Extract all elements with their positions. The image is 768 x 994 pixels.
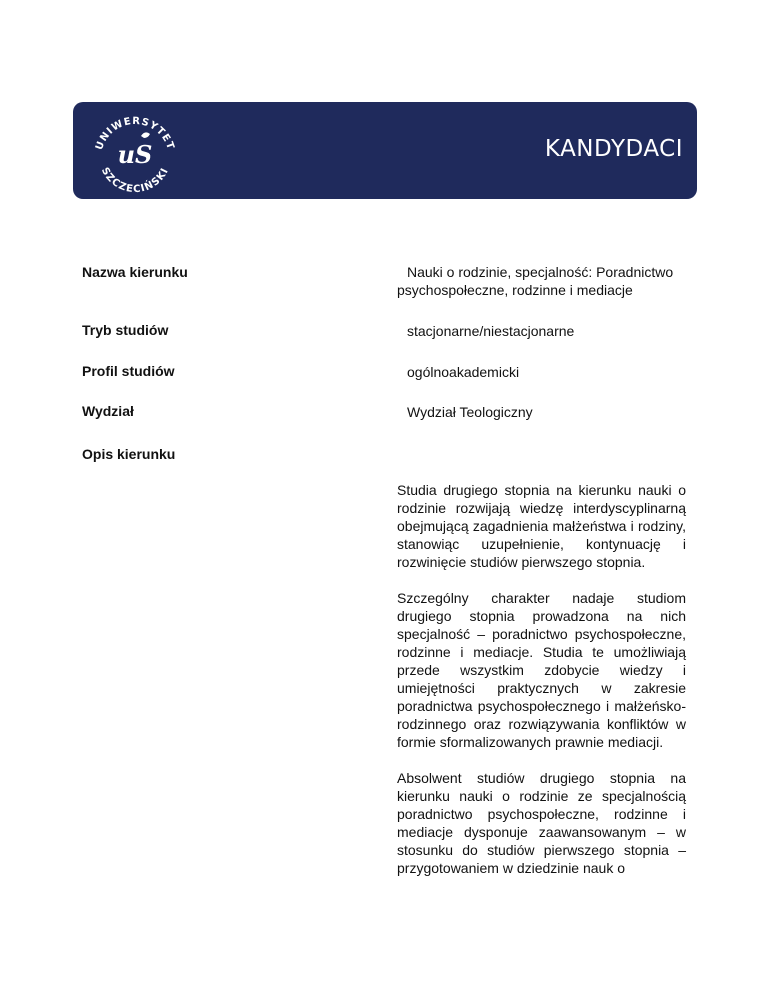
label-wydzial: Wydział (82, 403, 134, 419)
griffin-head-icon (141, 132, 150, 138)
label-opis-kierunku: Opis kierunku (82, 446, 176, 462)
logo-mark: uS (117, 140, 153, 169)
logo-bottom-text: SZCZECIŃSKI (98, 165, 172, 196)
svg-text:SZCZECIŃSKI (99, 166, 171, 195)
label-tryb-studiow: Tryb studiów (82, 322, 169, 338)
description-paragraph: Szczególny charakter nadaje studiom drugiego stopnia prowadzona na nich specjalność – poradnictwo psychospołeczne, rodzinne i mediacje. Studia te umożliwiają przede wszystkim zdobycie wiedzy i umiejętności praktycznych w zakresie poradnictwa psychospołecznego i małżeńsko-rodzinnego oraz rozwiązywania konfliktów w formie sformalizowanych prawnie mediacji. (397, 590, 686, 750)
label-profil-studiow: Profil studiów (82, 363, 175, 379)
value-wydzial: Wydział Teologiczny (407, 404, 533, 420)
value-profil-studiow: ogólnoakademicki (407, 364, 520, 380)
header-banner (73, 102, 697, 199)
description-paragraph: Studia drugiego stopnia na kierunku nauki o rodzinie rozwijają wiedzę interdyscyplinarną obejmującą zagadnienia małżeństwa i rodziny, stanowiąc uzupełnienie, kontynuację i rozwinięcie studiów pierwszego stopnia. (397, 482, 686, 570)
banner-title: KANDYDACI (544, 136, 683, 162)
university-logo (89, 106, 181, 198)
description-paragraph: Absolwent studiów drugiego stopnia na kierunku nauki o rodzinie ze specjalnością poradnictwo psychospołeczne, rodzinne i mediacje dysponuje zaawansowanym – w stosunku do studiów pierwszego stopnia – przygotowaniem w dziedzinie nauk o (397, 770, 686, 876)
description (397, 481, 686, 895)
logo-top-text: UNIWERSYTET (94, 115, 176, 152)
label-nazwa-kierunku: Nazwa kierunku (82, 264, 188, 280)
value-nazwa-kierunku: Nauki o rodzinie, specjalność: Poradnictwo psychospołeczne, rodzinne i mediacje (397, 264, 674, 298)
value-tryb-studiow: stacjonarne/niestacjonarne (407, 323, 575, 339)
